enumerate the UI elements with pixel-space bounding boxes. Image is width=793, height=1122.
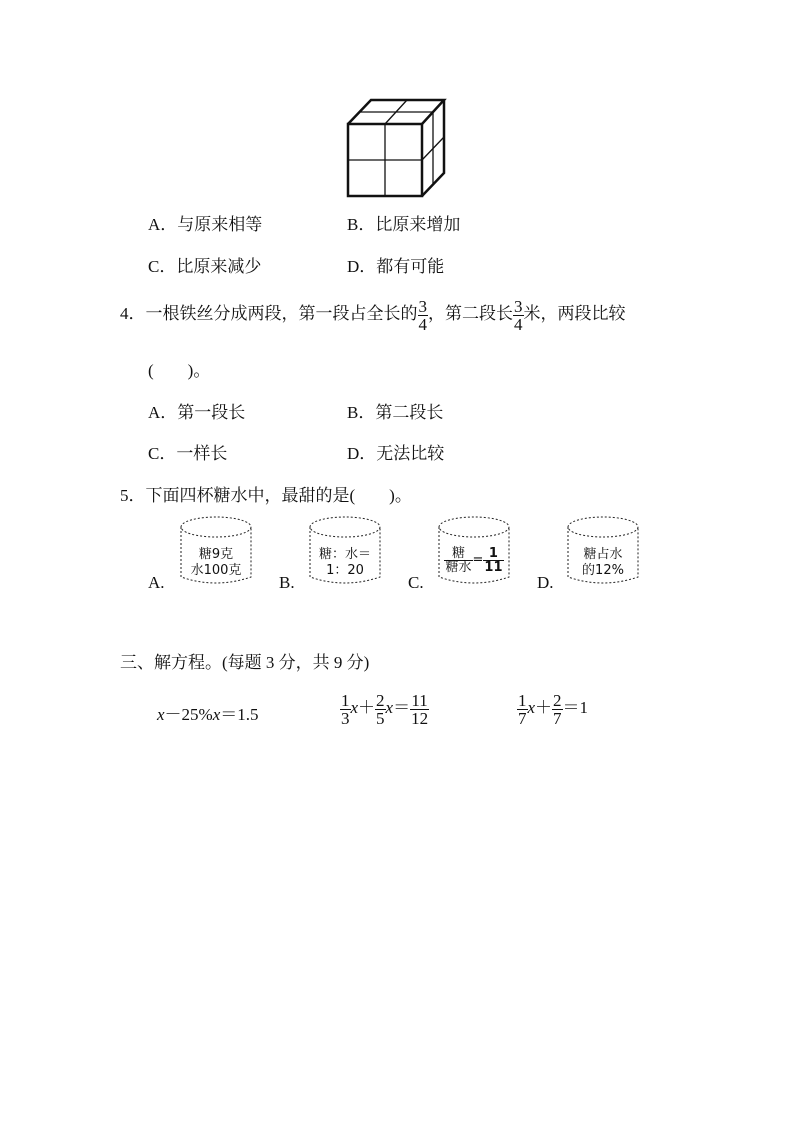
q5-option-a-letter[interactable]: A. [148,573,165,592]
q4-option-a[interactable]: A．第一段长 [148,403,246,422]
section-3-title: 三、解方程。(每题 3 分，共 9 分) [120,653,370,672]
cup-d-label: 糖占水 的12% [582,547,624,578]
q5-option-c-letter[interactable]: C. [408,573,424,592]
cup-a-label: 糖9克 水100克 [190,547,242,578]
q3-option-d[interactable]: D．都有可能 [347,257,445,276]
cube-2x2x2-icon [345,97,449,199]
fraction-3-4-meters: $\frac{3}{4}$ [514,296,523,334]
q5-option-d-letter[interactable]: D. [537,573,554,592]
q3-option-c[interactable]: C．比原来减少 [148,257,262,276]
q5-number: 5． [120,486,146,505]
q5-option-b-letter[interactable]: B. [279,573,295,592]
q5-cup-b[interactable] [308,515,382,587]
q5-cup-d[interactable] [566,515,640,587]
q4-answer-blank[interactable]: ( )。 [148,361,211,380]
cup-c-label: $\frac{\text{糖}}{\text{糖水}}$ = $\frac{1}{11}$ [445,546,503,575]
q5-cup-a[interactable] [179,515,253,587]
equation-1[interactable]: x－25%x＝1.5 [157,705,259,724]
equation-3[interactable]: $\frac{1}{7}$ x＋ $\frac{2}{7}$ ＝1 [518,690,589,728]
cube-figure [345,97,449,204]
q4-number: 4． [120,304,146,323]
q5-stem: 5．下面四杯糖水中，最甜的是( )。 [120,486,412,505]
equation-2[interactable]: $\frac{1}{3}$ x＋ $\frac{2}{5}$ x＝ $\frac{11}{12}$ [341,690,429,728]
q5-cup-c[interactable] [437,515,511,587]
q3-option-b[interactable]: B．比原来增加 [347,215,461,234]
cup-b-label: 糖：水＝ 1：20 [318,547,371,578]
q4-option-c[interactable]: C．一样长 [148,444,228,463]
fraction-3-4: $\frac{3}{4}$ [418,296,427,334]
q4-option-b[interactable]: B．第二段长 [347,403,444,422]
q4-stem: 4．一根铁丝分成两段，第一段占全长的 $\frac{3}{4}$ ，第二段长 $\frac{3}{4}$ 米，两段比较 [120,296,626,334]
q3-option-a[interactable]: A．与原来相等 [148,215,263,234]
q4-option-d[interactable]: D．无法比较 [347,444,445,463]
